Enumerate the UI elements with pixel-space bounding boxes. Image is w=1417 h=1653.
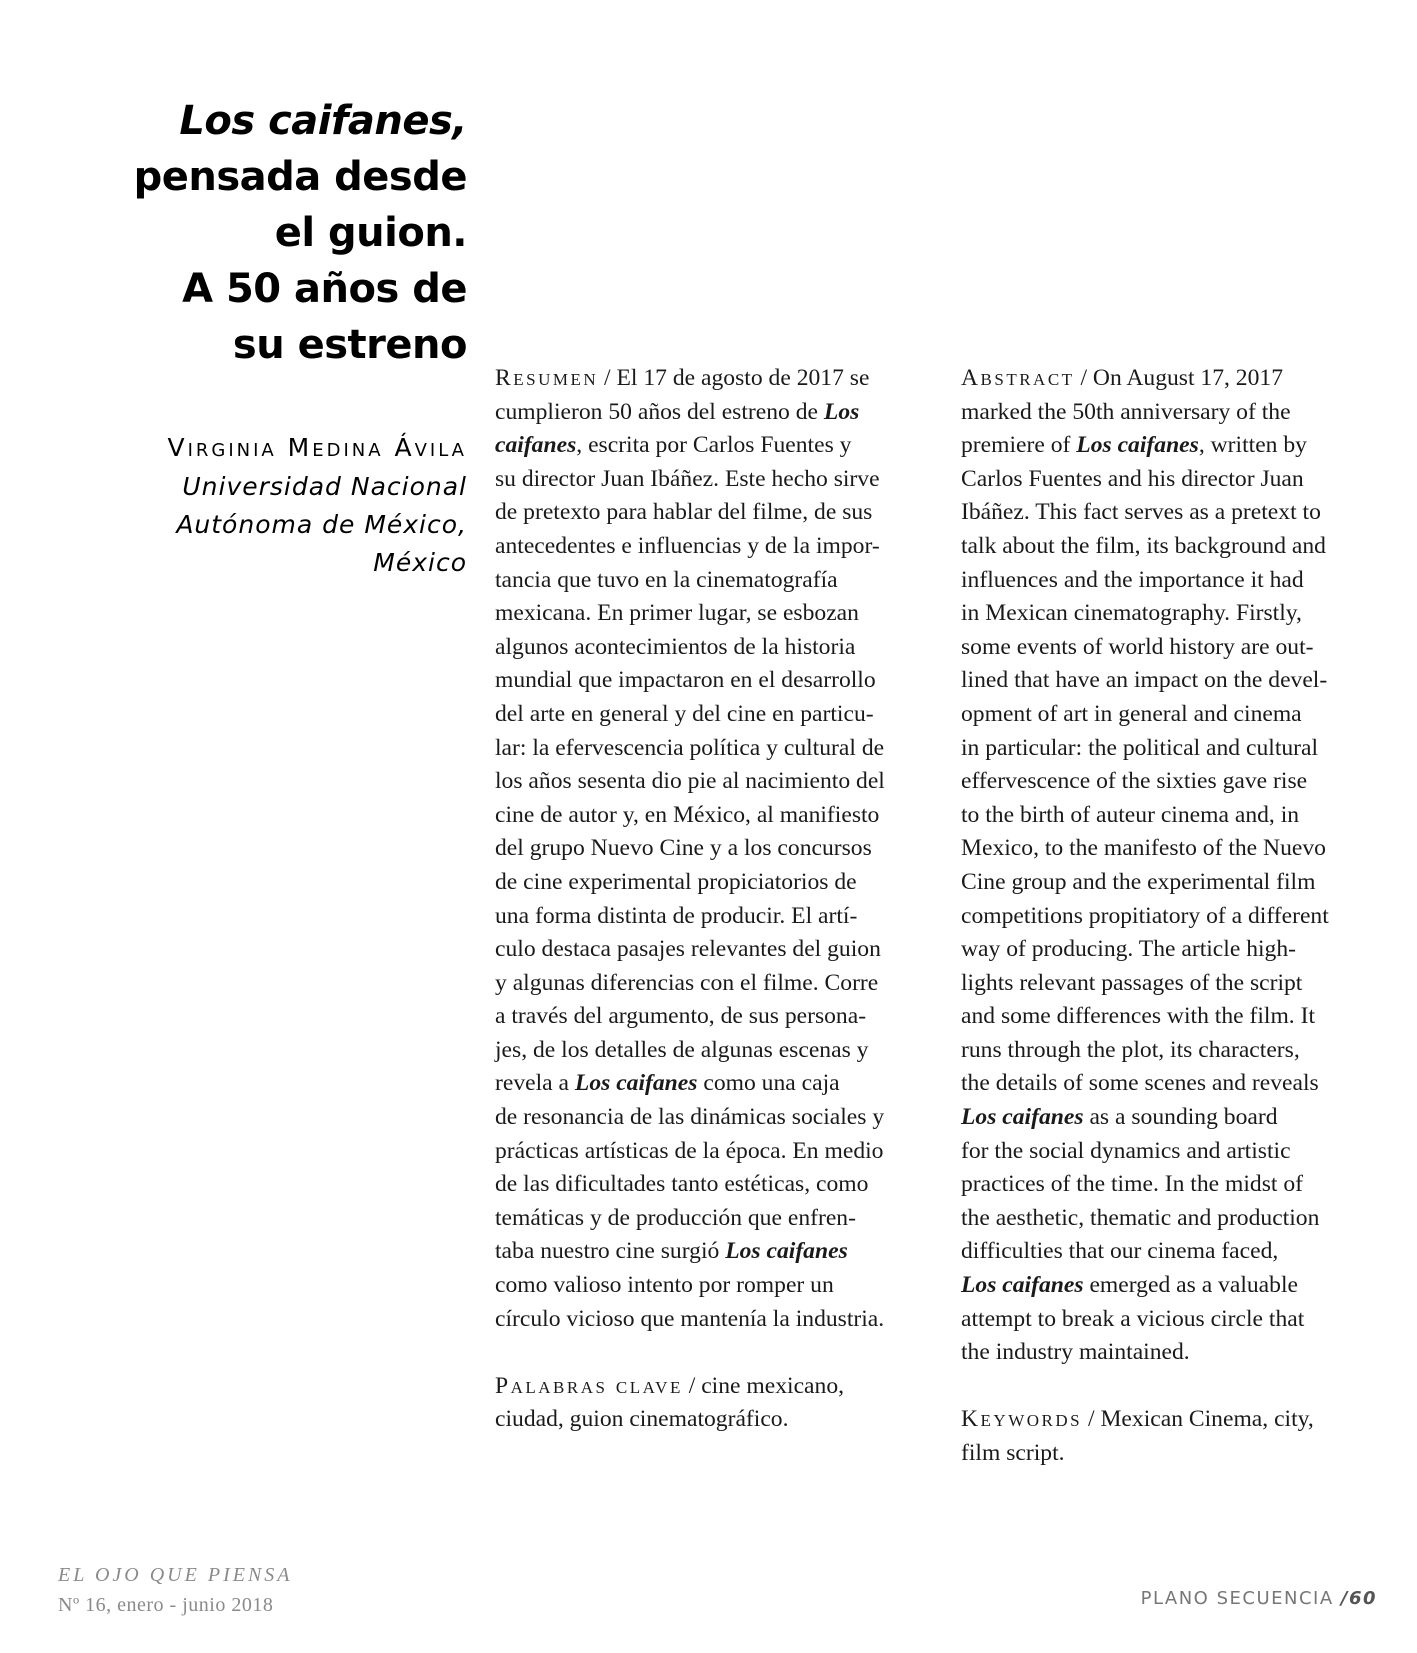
issue-info: Nº 16, enero - junio 2018 [58, 1594, 274, 1616]
footer-journal [58, 1560, 293, 1620]
text-line: taba nuestro cine surgió Los caifanes [495, 1238, 848, 1265]
text-line: competitions propitiatory of a different [961, 902, 1329, 929]
affiliation-line: Autónoma de México, [176, 510, 467, 539]
keywords-line: Palabras clave / cine mexicano, [495, 1372, 845, 1399]
text-line: Ibáñez. This fact serves as a pretext to [961, 499, 1321, 526]
text-line: antecedentes e influencias y de la impor- [495, 532, 880, 559]
film-title: Los caifanes [961, 1272, 1084, 1299]
section-name: PLANO SECUENCIA [1140, 1588, 1341, 1609]
keywords-label: Palabras clave [495, 1372, 683, 1399]
film-title: Los caifanes [574, 1070, 698, 1097]
text-line: de pretexto para hablar del filme, de sus [495, 499, 873, 526]
title-line: A 50 años de [182, 265, 467, 312]
resumen-column [495, 362, 933, 1437]
title-line: el guion. [274, 209, 467, 256]
text-line: del arte en general y del cine en particu- [495, 700, 874, 727]
title-line: su estreno [232, 321, 467, 368]
text-line: caifanes, escrita por Carlos Fuentes y [495, 432, 852, 459]
text-line: círculo vicioso que mantenía la industria. [495, 1305, 885, 1332]
text-line: lights relevant passages of the script [961, 969, 1303, 996]
text-line: practices of the time. In the midst of [961, 1171, 1304, 1198]
text-line: prácticas artísticas de la época. En medio [495, 1137, 884, 1164]
text-line: Mexico, to the manifesto of the Nuevo [961, 835, 1326, 862]
text-line: Cine group and the experimental film [961, 868, 1316, 895]
text-line: de resonancia de las dinámicas sociales y [495, 1104, 885, 1131]
text-line: su director Juan Ibáñez. Este hecho sirve [495, 465, 880, 492]
text-line: Abstract / On August 17, 2017 [961, 365, 1283, 391]
keywords-line: film script. [961, 1440, 1065, 1466]
text-line: influences and the importance it had [961, 566, 1304, 593]
affiliation-line: México [373, 548, 467, 577]
film-title: Los caifanes [725, 1238, 848, 1265]
text-line: como valioso intento por romper un [495, 1272, 834, 1299]
film-title: caifanes [495, 432, 577, 459]
text-line: de cine experimental propiciatorios de [495, 868, 857, 895]
text-line: y algunas diferencias con el filme. Corre [495, 969, 879, 996]
text-line: lined that have an impact on the devel- [961, 667, 1328, 694]
text-line: mundial que impactaron en el desarrollo [495, 667, 876, 694]
text-line: revela a Los caifanes como una caja [495, 1070, 840, 1097]
text-line: some events of world history are out- [961, 633, 1314, 660]
text-line: los años sesenta dio pie al nacimiento del [495, 768, 885, 795]
text-line: lar: la efervescencia política y cultural de [495, 734, 885, 761]
text-line: del grupo Nuevo Cine y a los concursos [495, 835, 872, 862]
text-line: Los caifanes emerged as a valuable [961, 1272, 1298, 1299]
title-line: pensada desde [133, 153, 467, 200]
film-title: Los [823, 398, 860, 425]
text-line: talk about the film, its background and [961, 532, 1326, 559]
text-line: Carlos Fuentes and his director Juan [961, 465, 1304, 492]
text-line: cumplieron 50 años del estreno de Los [495, 398, 860, 425]
text-line: and some differences with the film. It [961, 1003, 1316, 1030]
title-line: Los caifanes, [179, 97, 467, 144]
keywords-line: ciudad, guion cinematográfico. [495, 1406, 789, 1433]
keywords-label: Keywords [961, 1406, 1083, 1433]
text-line: difficulties that our cinema faced, [961, 1238, 1279, 1265]
text-line: runs through the plot, its characters, [961, 1036, 1300, 1063]
text-line: Resumen / El 17 de agosto de 2017 se [495, 365, 870, 391]
abstract-label: Abstract [961, 365, 1075, 391]
author-block [60, 428, 467, 582]
text-line: the industry maintained. [961, 1339, 1190, 1366]
text-line: opment of art in general and cinema [961, 700, 1302, 727]
page-number: /60 [1340, 1588, 1377, 1609]
journal-name: EL OJO QUE PIENSA [58, 1564, 293, 1586]
text-line: una forma distinta de producir. El artí- [495, 902, 858, 929]
author-name: Virginia Medina Ávila [167, 433, 467, 462]
text-line: cine de autor y, en México, al manifiesto [495, 801, 880, 828]
film-title: Los caifanes [1076, 432, 1199, 459]
text-line: the aesthetic, thematic and production [961, 1204, 1320, 1231]
article-title [40, 93, 467, 373]
text-line: Los caifanes as a sounding board [961, 1104, 1278, 1131]
footer-page [1141, 1588, 1377, 1609]
text-line: in particular: the political and cultural [961, 734, 1319, 761]
text-line: for the social dynamics and artistic [961, 1137, 1291, 1164]
film-title: Los caifanes [961, 1104, 1084, 1131]
text-line: a través del argumento, de sus persona- [495, 1003, 867, 1030]
text-line: culo destaca pasajes relevantes del guion [495, 936, 881, 963]
text-line: in Mexican cinematography. Firstly, [961, 600, 1302, 627]
keywords-line: Keywords / Mexican Cinema, city, [961, 1406, 1314, 1433]
text-line: mexicana. En primer lugar, se esbozan [495, 600, 859, 627]
text-line: the details of some scenes and reveals [961, 1070, 1319, 1097]
affiliation-line: Universidad Nacional [182, 472, 467, 501]
text-line: algunos acontecimientos de la historia [495, 633, 856, 660]
text-line: tancia que tuvo en la cinematografía [495, 566, 838, 593]
resumen-label: Resumen [495, 365, 599, 391]
abstract-column [961, 362, 1381, 1471]
text-line: premiere of Los caifanes, written by [961, 432, 1307, 459]
text-line: to the birth of auteur cinema and, in [961, 801, 1300, 828]
text-line: jes, de los detalles de algunas escenas y [495, 1036, 869, 1063]
text-line: attempt to break a vicious circle that [961, 1305, 1305, 1332]
text-line: de las dificultades tanto estéticas, como [495, 1171, 869, 1198]
text-line: effervescence of the sixties gave rise [961, 768, 1308, 795]
text-line: way of producing. The article high- [961, 936, 1297, 963]
text-line: temáticas y de producción que enfren- [495, 1204, 856, 1231]
text-line: marked the 50th anniversary of the [961, 398, 1291, 425]
